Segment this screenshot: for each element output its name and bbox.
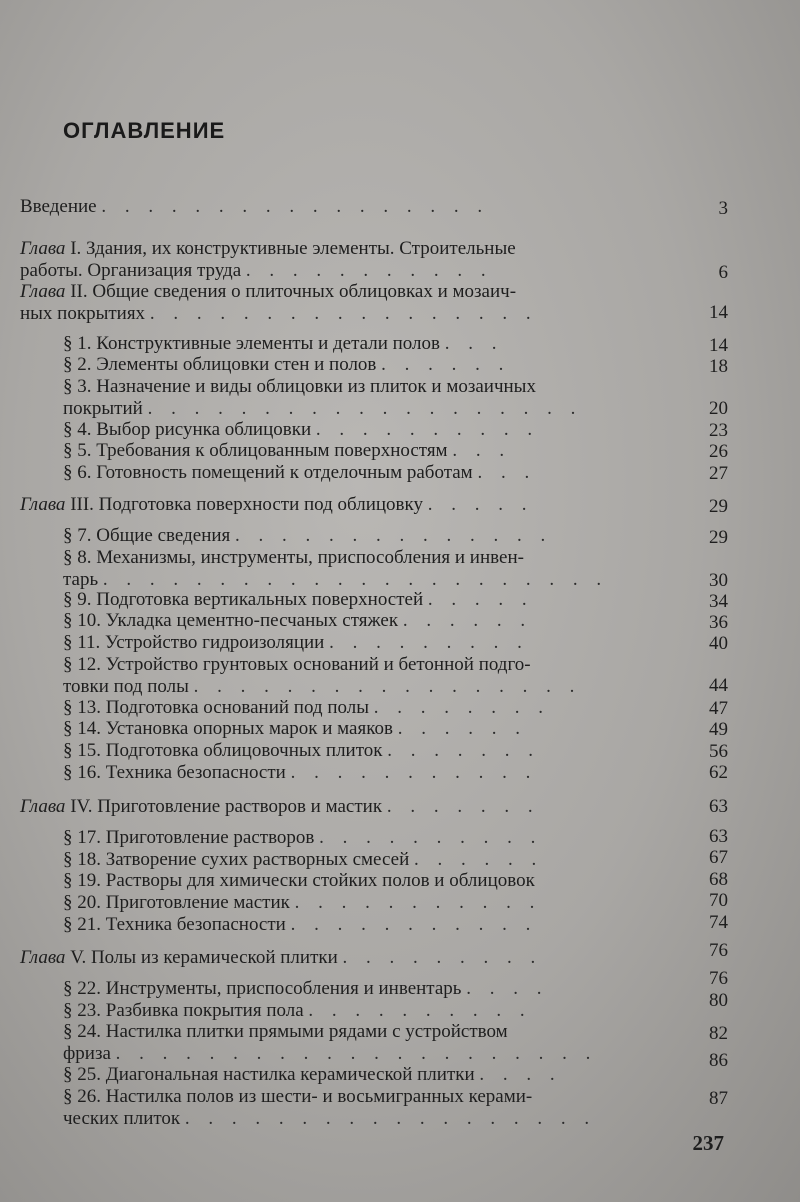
toc-entry-text: § 16. Техника безопасности	[63, 762, 286, 783]
toc-entry-title	[20, 238, 516, 260]
toc-entry-text: § 10. Укладка цементно-песчаных стяжек	[63, 610, 399, 631]
toc-page-number: 40	[709, 633, 728, 654]
toc-entry-text-2: тарь	[63, 569, 99, 590]
toc-page-number: 67	[709, 847, 728, 868]
toc-section-entry	[63, 870, 535, 892]
toc-section-entry	[63, 1000, 532, 1022]
toc-entry-title	[63, 827, 542, 849]
toc-page-number: 76	[709, 968, 728, 989]
toc-section-entry	[63, 827, 542, 849]
toc-page-number: 14	[709, 335, 728, 356]
toc-intro-entry	[20, 196, 489, 218]
toc-page-number: 62	[709, 762, 728, 783]
toc-page-number: 30	[709, 570, 728, 591]
toc-entry-text-2: работы. Организация труда	[20, 260, 242, 281]
toc-entry-title	[63, 354, 510, 376]
toc-page-number: 29	[709, 496, 728, 517]
toc-section-entry	[63, 978, 548, 1000]
toc-chapter-entry	[20, 281, 538, 325]
toc-entry-text: § 3. Назначение и виды облицовки из плиток и мозаичных	[63, 376, 536, 397]
toc-entry-title	[63, 589, 534, 611]
toc-section-entry	[63, 718, 527, 740]
toc-page-number: 47	[709, 698, 728, 719]
toc-entry-continuation	[63, 1043, 597, 1065]
toc-page-number: 49	[709, 719, 728, 740]
toc-chapter-entry	[20, 494, 533, 516]
toc-entry-title	[63, 1064, 562, 1086]
toc-section-entry	[63, 610, 532, 632]
dot-leader: . . . . . .	[381, 354, 511, 375]
toc-entry-text: § 12. Устройство грунтовых оснований и бетонной подго-	[63, 654, 531, 675]
chapter-label: Глава	[20, 947, 66, 968]
toc-entry-text: § 25. Диагональная настилка керамической плитки	[63, 1064, 475, 1085]
toc-section-entry	[63, 525, 552, 547]
toc-entry-text: V. Полы из керамической плитки	[65, 947, 338, 968]
toc-page-number: 86	[709, 1050, 728, 1071]
toc-entry-text: § 26. Настилка полов из шести- и восьмигранных керами-	[63, 1086, 533, 1107]
dot-leader: . . . . . . .	[386, 796, 540, 817]
toc-entry-title	[63, 547, 608, 569]
toc-page-number: 87	[709, 1088, 728, 1109]
toc-entry-title	[63, 440, 511, 462]
toc-entry-text: § 15. Подготовка облицовочных плиток	[63, 740, 383, 761]
dot-leader: . . . . . . . . . . . . . . . . . .	[184, 1108, 597, 1129]
dot-leader: . . . . . . . . . .	[319, 827, 543, 848]
dot-leader: . . . . .	[427, 589, 534, 610]
toc-entry-title	[63, 914, 537, 936]
toc-section-entry	[63, 440, 511, 462]
toc-entry-title	[63, 525, 552, 547]
dot-leader: . . . . . . . . . . .	[290, 762, 538, 783]
toc-entry-text: § 13. Подготовка оснований под полы	[63, 697, 369, 718]
dot-leader: . . . . . .	[402, 610, 533, 631]
dot-leader: . . . . . . . . . . . . . . . . . . .	[147, 398, 583, 419]
toc-entry-title	[63, 892, 541, 914]
toc-section-entry	[63, 892, 541, 914]
toc-entry-text: II. Общие сведения о плиточных облицовках и мозаич-	[65, 281, 517, 302]
dot-leader: . . . . . . . . . .	[315, 419, 540, 440]
chapter-label: Глава	[20, 281, 66, 302]
toc-entry-text: § 24. Настилка плитки прямыми рядами с устройством	[63, 1021, 508, 1042]
toc-entry-text: § 23. Разбивка покрытия пола	[63, 1000, 304, 1021]
toc-page-number: 23	[709, 420, 728, 441]
toc-entry-text: § 11. Устройство гидроизоляции	[63, 632, 325, 653]
toc-entry-title	[63, 419, 539, 441]
toc-entry-title	[20, 947, 542, 969]
toc-entry-text: § 19. Растворы для химически стойких полов и облицовок	[63, 870, 535, 891]
toc-entry-title	[63, 610, 532, 632]
chapter-label: Глава	[20, 238, 66, 259]
toc-entry-text: Введение	[20, 196, 97, 217]
toc-entry-text-2: ных покрытиях	[20, 303, 146, 324]
toc-chapter-entry	[20, 238, 516, 282]
toc-entry-text: § 14. Установка опорных марок и маяков	[63, 718, 393, 739]
toc-entry-title	[63, 333, 504, 355]
dot-leader: . . . .	[479, 1064, 562, 1085]
toc-entry-text-2: фриза	[63, 1043, 111, 1064]
toc-section-entry	[63, 849, 543, 871]
dot-leader: . . . . . . . . . . . . . . . . .	[149, 303, 538, 324]
toc-entry-title	[63, 849, 543, 871]
toc-entry-text: I. Здания, их конструктивные элементы. Строительные	[65, 238, 516, 259]
toc-entry-title	[63, 718, 527, 740]
chapter-label: Глава	[20, 494, 66, 515]
toc-entry-title	[63, 1086, 596, 1108]
toc-page-number: 36	[709, 612, 728, 633]
toc-entry-text: § 17. Приготовление растворов	[63, 827, 315, 848]
toc-section-entry	[63, 333, 504, 355]
dot-leader: . . . . . . . . . . .	[290, 914, 538, 935]
toc-entry-title	[63, 697, 550, 719]
toc-entry-text: § 2. Элементы облицовки стен и полов	[63, 354, 377, 375]
dot-leader: . . . . . . . . . . . . . . . . . . . . .	[115, 1043, 598, 1064]
toc-page-number: 29	[709, 527, 728, 548]
toc-page-number: 27	[709, 463, 728, 484]
toc-entry-continuation	[63, 569, 608, 591]
toc-page-number: 76	[709, 940, 728, 961]
toc-section-entry	[63, 376, 582, 420]
toc-entry-text: § 7. Общие сведения	[63, 525, 231, 546]
toc-section-entry	[63, 354, 510, 376]
toc-entry-title	[63, 1021, 597, 1043]
chapter-label: Глава	[20, 796, 66, 817]
toc-section-entry	[63, 462, 536, 484]
toc-chapter-entry	[20, 796, 540, 818]
toc-entry-continuation	[63, 1108, 596, 1130]
toc-entry-text: § 22. Инструменты, приспособления и инвентарь	[63, 978, 462, 999]
dot-leader: . . . . . . . . . . . . . . . . . . . . . .	[102, 569, 609, 590]
toc-entry-title	[63, 740, 540, 762]
toc-section-entry	[63, 697, 550, 719]
toc-entry-continuation	[20, 303, 538, 325]
dot-leader: . . . . . .	[397, 718, 527, 739]
dot-leader: . . . . . . . . . . . . . . . . .	[193, 676, 582, 697]
toc-entry-text: § 6. Готовность помещений к отделочным работам	[63, 462, 473, 483]
toc-page-number: 82	[709, 1023, 728, 1044]
toc-entry-text: IV. Приготовление растворов и мастик	[65, 796, 383, 817]
toc-page-number: 18	[709, 356, 728, 377]
toc-entry-text: § 21. Техника безопасности	[63, 914, 286, 935]
toc-section-entry	[63, 740, 540, 762]
dot-leader: . . . . . . . . . . .	[294, 892, 542, 913]
toc-entry-text: III. Подготовка поверхности под облицовку	[65, 494, 423, 515]
dot-leader: . . .	[452, 440, 512, 461]
toc-entry-title	[20, 494, 533, 516]
toc-page-number: 26	[709, 441, 728, 462]
toc-page-number: 20	[709, 398, 728, 419]
toc-entry-title	[63, 1000, 532, 1022]
toc-entry-title	[20, 796, 540, 818]
dot-leader: . . . . .	[427, 494, 534, 515]
toc-entry-title	[20, 196, 489, 218]
toc-page-number: 63	[709, 796, 728, 817]
toc-entry-continuation	[20, 260, 516, 282]
dot-leader: . . . . . .	[413, 849, 544, 870]
toc-chapter-entry	[20, 947, 542, 969]
toc-page-number: 34	[709, 591, 728, 612]
toc-entry-text: § 5. Требования к облицованным поверхностям	[63, 440, 448, 461]
toc-entry-title	[63, 870, 535, 892]
dot-leader: . . . . . . . . . . . . . .	[235, 525, 553, 546]
toc-section-entry	[63, 762, 537, 784]
toc-section-entry	[63, 1064, 562, 1086]
toc-entry-text: § 1. Конструктивные элементы и детали полов	[63, 333, 440, 354]
toc-entry-title	[20, 281, 538, 303]
toc-section-entry	[63, 1086, 596, 1130]
dot-leader: . . . . . . . . .	[342, 947, 543, 968]
toc-page-number: 70	[709, 890, 728, 911]
toc-entry-title	[63, 654, 581, 676]
toc-entry-text: § 8. Механизмы, инструменты, приспособления и инвен-	[63, 547, 524, 568]
dot-leader: . . . . . . . . . . . . . . . . .	[101, 196, 490, 217]
toc-section-entry	[63, 654, 581, 698]
dot-leader: . . . . . . .	[387, 740, 541, 761]
toc-page-number: 74	[709, 912, 728, 933]
toc-entry-title	[63, 376, 582, 398]
dot-leader: . . .	[477, 462, 537, 483]
dot-leader: . . . .	[466, 978, 549, 999]
toc-entry-continuation	[63, 676, 581, 698]
toc-page-number: 6	[718, 262, 728, 283]
toc-page-number: 63	[709, 826, 728, 847]
toc-entry-text-2: товки под полы	[63, 676, 189, 697]
dot-leader: . . .	[444, 333, 504, 354]
toc-page-number: 68	[709, 869, 728, 890]
toc-entry-title	[63, 978, 548, 1000]
dot-leader: . . . . . . . .	[373, 697, 550, 718]
toc-page-number: 44	[709, 675, 728, 696]
toc-section-entry	[63, 589, 534, 611]
toc-page-number: 80	[709, 990, 728, 1011]
toc-entry-title	[63, 632, 529, 654]
toc-section-entry	[63, 632, 529, 654]
toc-section-entry	[63, 419, 539, 441]
toc-section-entry	[63, 547, 608, 591]
toc-page-number: 56	[709, 741, 728, 762]
dot-leader: . . . . . . . . .	[329, 632, 529, 653]
page-number: 237	[692, 1131, 724, 1155]
toc-entry-text: § 18. Затворение сухих растворных смесей	[63, 849, 410, 870]
toc-page-number: 3	[718, 198, 728, 219]
dot-leader: . . . . . . . . . . .	[245, 260, 493, 281]
toc-entry-text-2: покрытий	[63, 398, 143, 419]
toc-section-entry	[63, 1021, 597, 1065]
toc-entry-title	[63, 762, 537, 784]
toc-entry-text-2: ческих плиток	[63, 1108, 181, 1129]
toc-page-number: 14	[709, 302, 728, 323]
toc-section-entry	[63, 914, 537, 936]
toc-heading: ОГЛАВЛЕНИЕ	[63, 118, 226, 143]
toc-entry-title	[63, 462, 536, 484]
dot-leader: . . . . . . . . . .	[308, 1000, 532, 1021]
toc-entry-text: § 9. Подготовка вертикальных поверхностей	[63, 589, 424, 610]
toc-entry-text: § 4. Выбор рисунка облицовки	[63, 419, 312, 440]
toc-entry-continuation	[63, 398, 582, 420]
toc-entry-text: § 20. Приготовление мастик	[63, 892, 290, 913]
